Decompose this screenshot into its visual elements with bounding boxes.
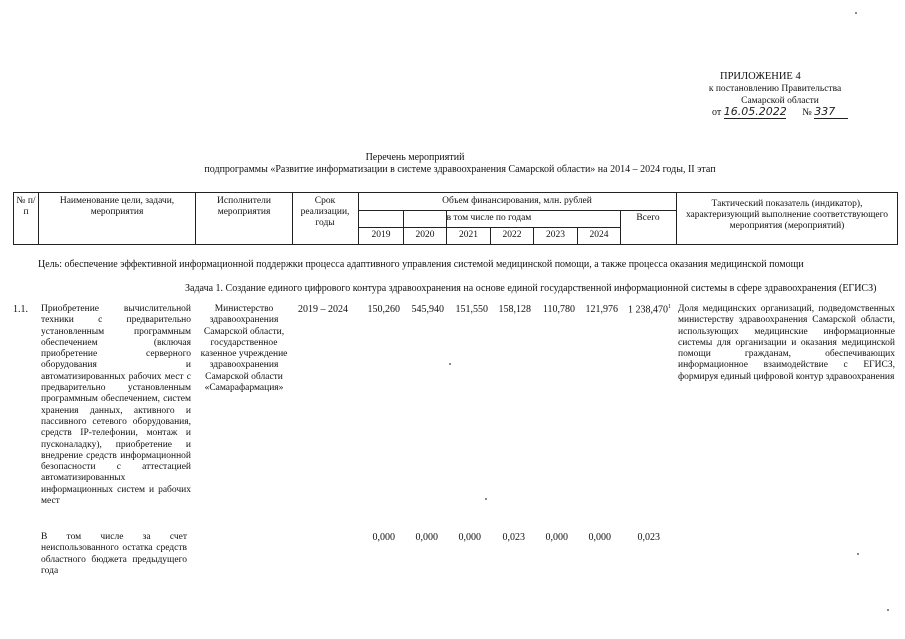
row-value-2022: 158,128	[498, 304, 531, 315]
date-value: 16.05.2022	[723, 105, 787, 118]
scan-speck	[485, 498, 487, 500]
row-value-2024: 121,976	[585, 304, 618, 315]
row-term: 2019 – 2024	[298, 304, 348, 315]
row-total-value: 1 238,470	[628, 304, 668, 316]
annex-title: ПРИЛОЖЕНИЕ 4	[720, 71, 801, 82]
goal-text: Цель: обеспечение эффективной информационной поддержки процесса адаптивного управления системой медицинской помощи, а также процесса оказания медицинской помощи	[38, 259, 804, 270]
row-subitem-value-2024: 0,000	[588, 532, 611, 543]
col-by-year-header: в том числе по годам	[446, 213, 532, 223]
row-indicator: Доля медицинских организаций, подведомственных министерству здравоохранения Самарской области, использующих медицинские информационные системы для организации и оказания медицинской помощи гражданам, обеспечивающих информационное взаимодействие с ЕГИСЗ, формируя единый цифровой контур здравоохранения	[678, 304, 895, 382]
number-value: 337	[814, 105, 848, 119]
row-subitem-value-2022: 0,023	[502, 532, 525, 543]
date-prefix: от	[712, 107, 722, 118]
row-value-2019: 150,260	[367, 304, 400, 315]
row-subitem-value-2021: 0,000	[458, 532, 481, 543]
row-total	[619, 304, 671, 315]
header-table	[13, 192, 898, 245]
annex-line2: Самарской области	[741, 96, 819, 106]
year-2020-header: 2020	[415, 230, 435, 240]
task-text: Задача 1. Создание единого цифрового контура здравоохранения на основе единой государственной информационной системы в сфере здравоохранения (ЕГИСЗ)	[185, 283, 877, 294]
document-title: Перечень мероприятий	[365, 152, 465, 163]
col-funding-header: Объем финансирования, млн. рублей	[442, 196, 592, 206]
annex-line1: к постановлению Правительства	[708, 84, 842, 94]
scan-speck	[855, 12, 857, 14]
scan-speck	[449, 363, 451, 365]
row-value-2021: 151,550	[455, 304, 488, 315]
year-2023-header: 2023	[546, 230, 565, 240]
row-executors: Министерство здравоохранения Самарской области, государственное казенное учреждение здравоохранения Самарской области «Самарафармация»	[200, 304, 288, 394]
row-subitem-value-2019: 0,000	[372, 532, 395, 543]
row-name: Приобретение вычислительной техники с предварительно установленным программным обеспечением (включая приобретение серверного оборудования и автоматизированных рабочих мест с предварительно установленным программным обеспечением, систем хранения данных, активного и пассивного сетевого оборудования, средств IP-телефонии, монтаж и пусконаладку), приобретение и внедрение средств информационной безопасности с аттестацией автоматизированных информационных систем и рабочих мест	[41, 304, 191, 507]
row-total-footnote: 1	[668, 304, 671, 310]
row-value-2023: 110,780	[542, 304, 575, 315]
row-subitem-value-2020: 0,000	[415, 532, 438, 543]
col-name-header: Наименование цели, задачи, мероприятия	[59, 196, 175, 217]
col-term-header: Срок реализации, годы	[300, 196, 350, 228]
year-2021-header: 2021	[459, 230, 478, 240]
col-num-header: № п/п	[16, 196, 36, 217]
scan-speck	[857, 553, 859, 555]
row-subitem-total: 0,023	[637, 532, 660, 543]
year-2022-header: 2022	[502, 230, 522, 240]
col-indicator-header: Тактический показатель (индикатор), характеризующий выполнение соответствующего мероприятия (мероприятий)	[685, 199, 889, 231]
row-number: 1.1.	[13, 304, 28, 315]
year-2019-header: 2019	[371, 230, 391, 240]
number-prefix: №	[802, 107, 812, 118]
scan-speck	[887, 609, 889, 611]
row-subitem-name: В том числе за счет неиспользованного остатка средств областного бюджета предыдущего года	[41, 532, 187, 576]
year-2024-header: 2024	[589, 230, 609, 240]
row-value-2020: 545,940	[411, 304, 444, 315]
col-total-header: Всего	[636, 213, 660, 223]
document-subtitle: подпрограммы «Развитие информатизации в системе здравоохранения Самарской области» на 2014 – 2024 годы, II этап	[204, 164, 716, 175]
row-subitem-value-2023: 0,000	[545, 532, 568, 543]
annex-date-row	[712, 105, 867, 119]
col-executors-header: Исполнители мероприятия	[217, 196, 271, 217]
